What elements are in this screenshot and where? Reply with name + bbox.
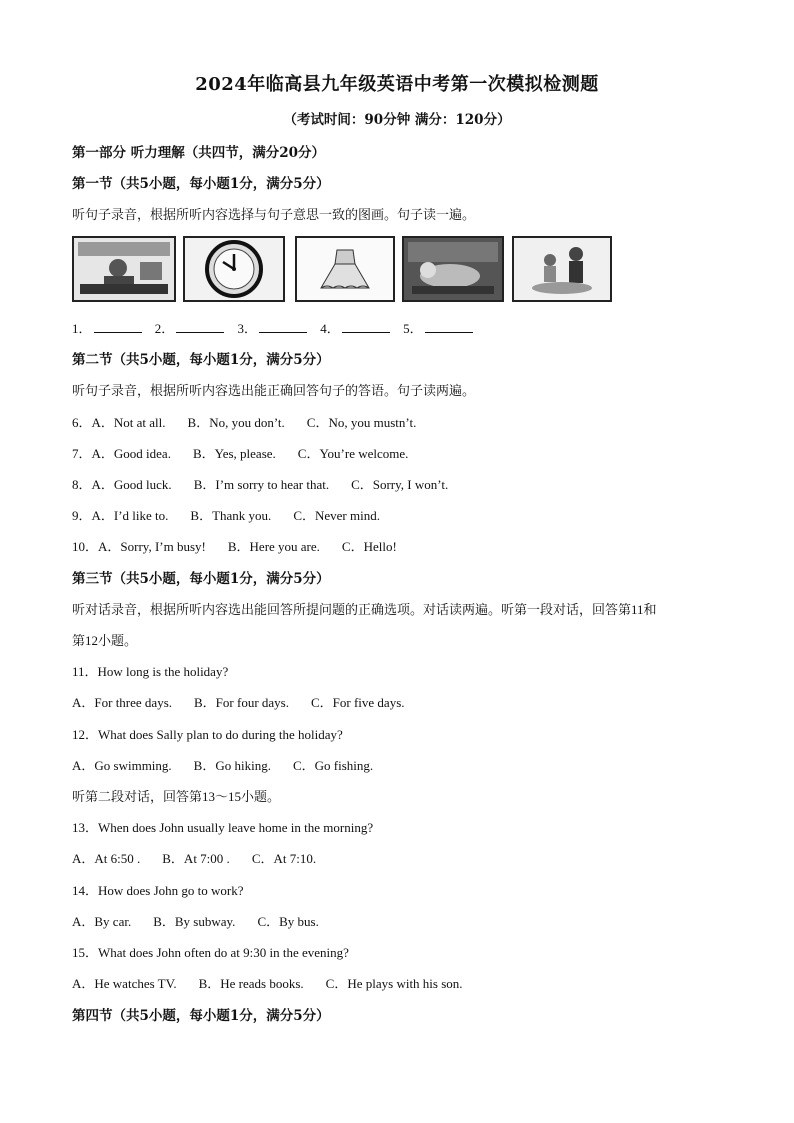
option-b[interactable]: B．He reads books.: [198, 976, 304, 991]
option-b[interactable]: B．For four days.: [194, 695, 289, 710]
answer-blank[interactable]: [94, 320, 142, 333]
question-13-stem: 13．When does John usually leave home in the morning?: [72, 820, 374, 835]
question-11-stem: 11．How long is the holiday?: [72, 664, 229, 679]
exam-subtitle: （考试时间：90分钟 满分：120分）: [283, 112, 511, 128]
sec1-answer-blanks: [72, 318, 483, 337]
option-a[interactable]: A．Sorry, I’m busy!: [98, 539, 206, 554]
option-a[interactable]: A．For three days.: [72, 695, 173, 710]
sec3-second-dialogue-note: 听第二段对话，回答第13～15小题。: [72, 789, 281, 804]
question-number: 8．: [72, 477, 92, 492]
question-number: 9．: [72, 508, 92, 523]
question-14-options: [72, 911, 341, 930]
children-drawing-picture: [512, 236, 612, 302]
option-c[interactable]: C．You’re welcome.: [297, 446, 409, 461]
option-a[interactable]: A．He watches TV.: [72, 976, 177, 991]
sec3-instruction-cont: 第12小题。: [72, 633, 138, 648]
exam-title: 2024年临高县九年级英语中考第一次模拟检测题: [195, 74, 599, 95]
answer-blank[interactable]: [176, 320, 224, 333]
option-c[interactable]: C．At 7:10.: [251, 851, 317, 866]
blank-label: 5．: [403, 321, 423, 336]
picture-row: [72, 236, 612, 302]
blank-label: 2．: [154, 321, 175, 336]
option-a[interactable]: A．By car.: [72, 914, 132, 929]
question-11-options: [72, 692, 427, 711]
sec3-instruction: 听对话录音，根据所听内容选出能回答所提问题的正确选项。对话读两遍。听第一段对话，回答第11和: [72, 602, 657, 617]
blank-label: 1．: [72, 321, 92, 336]
option-c[interactable]: C．Sorry, I won’t.: [351, 477, 449, 492]
blank-label: 4．: [320, 321, 340, 336]
question-8: [72, 474, 470, 493]
kitchen-scene-picture: [72, 236, 176, 302]
question-12-options: [72, 755, 395, 774]
question-9: [72, 505, 402, 524]
option-a[interactable]: A．I’d like to.: [91, 508, 169, 523]
option-c[interactable]: C．He plays with his son.: [325, 976, 463, 991]
question-number: 7．: [72, 446, 92, 461]
option-b[interactable]: B．Thank you.: [190, 508, 272, 523]
sec4-heading: 第四节（共5小题，每小题1分，满分5分）: [72, 1008, 330, 1024]
sec1-heading: 第一节（共5小题，每小题1分，满分5分）: [72, 176, 330, 192]
option-c[interactable]: C．Hello!: [341, 539, 397, 554]
option-a[interactable]: A．Go swimming.: [72, 758, 172, 773]
question-15-options: [72, 973, 485, 992]
option-c[interactable]: C．No, you mustn’t.: [306, 415, 417, 430]
question-14-stem: 14．How does John go to work?: [72, 883, 244, 898]
sleeping-person-picture: [402, 236, 504, 302]
question-10: [72, 536, 419, 555]
question-12-stem: 12．What does Sally plan to do during the holiday?: [72, 727, 343, 742]
sec2-heading: 第二节（共5小题，每小题1分，满分5分）: [72, 352, 330, 368]
question-number: 10．: [72, 539, 99, 554]
question-7: [72, 443, 430, 462]
dress-picture: [295, 236, 395, 302]
blank-label: 3．: [237, 321, 258, 336]
option-c[interactable]: C．Never mind.: [293, 508, 380, 523]
option-b[interactable]: B．No, you don’t.: [187, 415, 285, 430]
clock-picture: [183, 236, 285, 302]
question-6: [72, 412, 438, 431]
option-b[interactable]: B．By subway.: [153, 914, 236, 929]
option-b[interactable]: B．Go hiking.: [193, 758, 271, 773]
option-a[interactable]: A．At 6:50 .: [72, 851, 141, 866]
part1-heading: 第一部分 听力理解（共四节，满分20分）: [72, 145, 325, 161]
option-c[interactable]: C．For five days.: [310, 695, 405, 710]
answer-blank[interactable]: [425, 320, 473, 333]
answer-blank[interactable]: [259, 320, 307, 333]
option-a[interactable]: A．Good luck.: [91, 477, 172, 492]
option-b[interactable]: B．Yes, please.: [192, 446, 276, 461]
option-c[interactable]: C．By bus.: [257, 914, 319, 929]
sec3-heading: 第三节（共5小题，每小题1分，满分5分）: [72, 571, 330, 587]
option-b[interactable]: B．At 7:00 .: [162, 851, 230, 866]
question-15-stem: 15．What does John often do at 9:30 in the evening?: [72, 945, 349, 960]
sec1-instruction: 听句子录音，根据所听内容选择与句子意思一致的图画。句子读一遍。: [72, 207, 476, 222]
answer-blank[interactable]: [342, 320, 390, 333]
question-13-options: [72, 848, 338, 867]
option-b[interactable]: B．I’m sorry to hear that.: [193, 477, 330, 492]
option-c[interactable]: C．Go fishing.: [292, 758, 374, 773]
sec2-instruction: 听句子录音，根据所听内容选出能正确回答句子的答语。句子读两遍。: [72, 383, 476, 398]
option-b[interactable]: B．Here you are.: [227, 539, 320, 554]
question-number: 6．: [72, 415, 92, 430]
option-a[interactable]: A．Not at all.: [91, 415, 166, 430]
option-a[interactable]: A．Good idea.: [91, 446, 171, 461]
